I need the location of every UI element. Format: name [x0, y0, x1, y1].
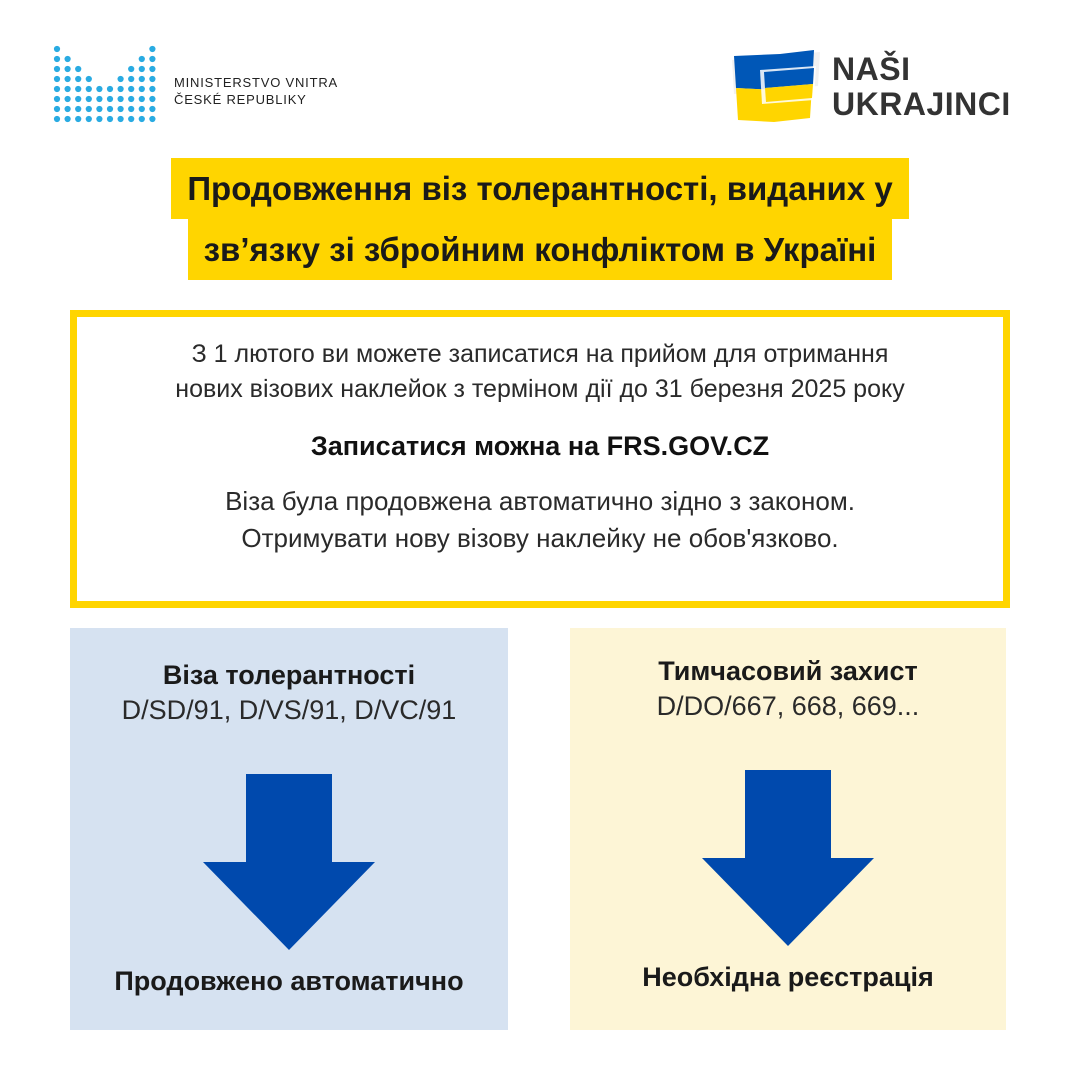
logo-dot	[149, 96, 155, 102]
info-line-2: нових візових наклейок з терміном дії до 31 березня 2025 року	[175, 375, 905, 403]
logo-dot	[128, 86, 134, 92]
logo-dot	[65, 76, 71, 82]
title-line2: зв’язку зі збройним конфліктом в Україні	[188, 219, 893, 280]
ministry-logo	[52, 44, 352, 128]
logo-dot	[65, 66, 71, 72]
logo-dot	[96, 86, 102, 92]
temporary-protection-result: Необхідна реєстрація	[642, 962, 934, 992]
logo-dot	[75, 96, 81, 102]
logo-dot	[65, 106, 71, 112]
logo-dot	[96, 116, 102, 122]
logo-dot	[54, 46, 60, 52]
logo-dot	[86, 86, 92, 92]
logo-dot	[149, 56, 155, 62]
arrow-down-icon	[203, 774, 375, 950]
logo-dot	[118, 96, 124, 102]
info-box	[70, 310, 1010, 608]
logo-dot	[107, 96, 113, 102]
logo-dot	[118, 86, 124, 92]
logo-dot	[54, 106, 60, 112]
ministry-name-line2: ČESKÉ REPUBLIKY	[174, 92, 307, 107]
logo-dot	[96, 106, 102, 112]
nasi-ukrajinci-logo	[730, 48, 1020, 124]
info-line-4: Отримувати нову візову наклейку не обов'язково.	[241, 523, 839, 553]
temporary-protection-heading: Тимчасовий захист	[658, 656, 918, 686]
title-line1: Продовження віз толерантності, виданих у	[171, 158, 908, 219]
logo-dot	[149, 66, 155, 72]
info-line-3: Віза була продовжена автоматично зідно з законом.	[225, 486, 855, 516]
nasi-ukrajinci-text	[832, 52, 1011, 122]
temporary-protection-codes: D/DO/667, 668, 669...	[656, 691, 920, 721]
nasi-ukrajinci-line1: NAŠI	[832, 51, 911, 87]
ministry-name	[174, 74, 338, 108]
logo-dot	[149, 116, 155, 122]
logo-dot	[75, 106, 81, 112]
logo-dot	[65, 116, 71, 122]
logo-dot	[128, 96, 134, 102]
logo-dot	[54, 86, 60, 92]
logo-dot	[149, 76, 155, 82]
logo-dot	[65, 86, 71, 92]
logo-dot	[86, 116, 92, 122]
logo-dot	[75, 66, 81, 72]
logo-dot	[139, 106, 145, 112]
logo-dot	[54, 96, 60, 102]
nasi-ukrajinci-line2: UKRAJINCI	[832, 86, 1011, 122]
logo-dot	[139, 76, 145, 82]
logo-dot	[149, 106, 155, 112]
ministry-dots-icon	[52, 44, 158, 124]
logo-dot	[118, 76, 124, 82]
logo-dot	[75, 116, 81, 122]
logo-dot	[128, 66, 134, 72]
logo-dot	[86, 96, 92, 102]
tolerance-visa-result: Продовжено автоматично	[114, 966, 464, 996]
tolerance-visa-heading: Віза толерантності	[162, 660, 416, 690]
info-registration-link-text: Записатися можна на FRS.GOV.CZ	[310, 431, 770, 461]
ministry-name-line1: MINISTERSTVO VNITRA	[174, 75, 338, 90]
logo-dot	[139, 56, 145, 62]
info-line-1: З 1 лютого ви можете записатися на прийом для отримання	[191, 340, 889, 368]
tolerance-visa-codes: D/SD/91, D/VS/91, D/VC/91	[121, 695, 457, 725]
logo-dot	[54, 66, 60, 72]
page-title	[0, 158, 1080, 280]
ukraine-flag-icon	[730, 48, 822, 122]
logo-dot	[139, 96, 145, 102]
logo-dot	[65, 56, 71, 62]
logo-dot	[54, 116, 60, 122]
logo-dot	[149, 46, 155, 52]
temporary-protection-panel	[570, 628, 1006, 1030]
logo-dot	[86, 106, 92, 112]
logo-dot	[86, 76, 92, 82]
logo-dot	[75, 76, 81, 82]
logo-dot	[96, 96, 102, 102]
logo-dot	[139, 66, 145, 72]
logo-dot	[107, 116, 113, 122]
logo-dot	[65, 96, 71, 102]
arrow-down-icon	[702, 770, 874, 946]
logo-dot	[128, 116, 134, 122]
logo-dot	[54, 76, 60, 82]
logo-dot	[128, 106, 134, 112]
logo-dot	[75, 86, 81, 92]
logo-dot	[139, 86, 145, 92]
tolerance-visa-panel	[70, 628, 508, 1030]
logo-dot	[118, 106, 124, 112]
logo-dot	[118, 116, 124, 122]
logo-dot	[139, 116, 145, 122]
logo-dot	[107, 86, 113, 92]
logo-dot	[149, 86, 155, 92]
logo-dot	[128, 76, 134, 82]
logo-dot	[54, 56, 60, 62]
logo-dot	[107, 106, 113, 112]
